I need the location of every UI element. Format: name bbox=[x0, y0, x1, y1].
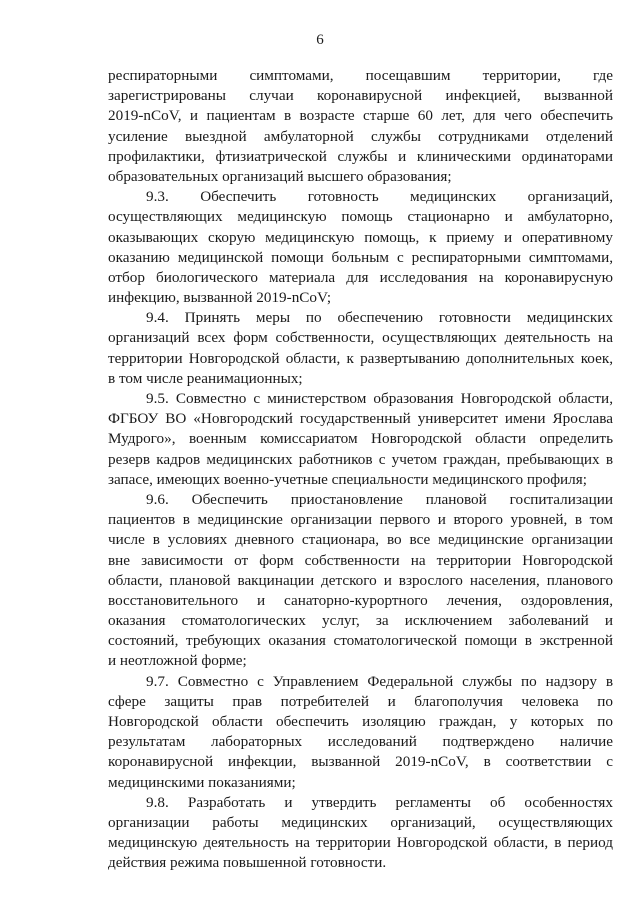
text-line: вне зависимости от форм собственности на территории Новгородской bbox=[108, 551, 613, 569]
text-line: оказания стоматологических услуг, за исключением заболеваний и bbox=[108, 612, 613, 630]
text-line: зарегистрированы случаи коронавирусной инфекцией, вызванной bbox=[108, 87, 613, 105]
text-line: осуществляющих медицинскую помощь стационарно и амбулаторно, bbox=[108, 208, 613, 226]
text-line: и неотложной форме; bbox=[108, 652, 247, 670]
text-line: запасе, имеющих военно-учетные специальности медицинского профиля; bbox=[108, 470, 587, 488]
text-line: усиление выездной амбулаторной службы сотрудниками отделений bbox=[108, 127, 613, 145]
text-line: 9.5. Совместно с министерством образования Новгородской области, bbox=[146, 390, 613, 407]
text-line: результатам лабораторных исследований подтверждено наличие bbox=[108, 733, 613, 751]
text-line: 9.6. Обеспечить приостановление плановой госпитализации bbox=[146, 490, 613, 508]
text-line: отбор биологического материала для исследования на коронавирусную bbox=[108, 268, 613, 286]
text-line: медицинскую деятельность на территории Новгородской области, в период bbox=[108, 834, 613, 852]
text-line: коронавирусной инфекции, вызванной 2019-nCoV, в соответствии с bbox=[108, 753, 613, 771]
text-line: медицинскими показаниями; bbox=[108, 773, 296, 791]
text-line: организаций всех форм собственности, осуществляющих деятельность на bbox=[108, 329, 613, 347]
text-line: Мудрого», военным комиссариатом Новгородской области определить bbox=[108, 430, 613, 448]
text-line: оказывающих скорую медицинскую помощь, к приему и оперативному bbox=[108, 228, 613, 246]
text-line: области, плановой вакцинации детского и взрослого населения, планового bbox=[108, 571, 613, 589]
text-line: состояний, требующих оказания стоматологической помощи в экстренной bbox=[108, 632, 613, 650]
text-line: респираторными симптомами, посещавшим территории, где bbox=[108, 67, 613, 84]
text-line: ФГБОУ ВО «Новгородский государственный университет имени Ярослава bbox=[108, 410, 613, 428]
text-line: 9.7. Совместно с Управлением Федеральной службы по надзору в bbox=[146, 672, 613, 690]
text-line: 9.4. Принять меры по обеспечению готовности медицинских bbox=[146, 309, 613, 327]
text-line: 2019-nCoV, и пациентам в возрасте старше 60 лет, для чего обеспечить bbox=[108, 107, 613, 125]
text-line: числе в условиях дневного стационара, во все медицинские организации bbox=[108, 531, 613, 549]
text-line: 9.3. Обеспечить готовность медицинских организаций, bbox=[146, 188, 613, 206]
text-line: оказанию медицинской помощи больным с респираторными симптомами, bbox=[108, 248, 613, 266]
text-line: в том числе реанимационных; bbox=[108, 369, 303, 387]
text-line: образовательных организаций высшего образования; bbox=[108, 167, 452, 185]
document-body bbox=[108, 66, 613, 874]
text-line: инфекцию, вызванной 2019-nCoV; bbox=[108, 289, 332, 307]
page-number: 6 bbox=[316, 32, 324, 48]
text-line: организации работы медицинских организаций, осуществляющих bbox=[108, 813, 613, 831]
text-line: резерв кадров медицинских работников с учетом граждан, пребывающих в bbox=[108, 450, 613, 468]
text-line: сфере защиты прав потребителей и благополучия человека по bbox=[108, 692, 613, 710]
text-line: профилактики, фтизиатрической службы и клиническими ординаторами bbox=[108, 147, 613, 165]
text-line: 9.8. Разработать и утвердить регламенты об особенностях bbox=[146, 793, 613, 811]
text-line: пациентов в медицинские организации первого и второго уровней, в том bbox=[108, 511, 613, 529]
text-line: территории Новгородской области, к развертыванию дополнительных коек, bbox=[108, 349, 613, 367]
text-line: Новгородской области обеспечить изоляцию граждан, у которых по bbox=[108, 713, 613, 730]
text-line: действия режима повышенной готовности. bbox=[108, 854, 387, 872]
text-line: восстановительного и санаторно-курортного лечения, оздоровления, bbox=[108, 591, 613, 609]
